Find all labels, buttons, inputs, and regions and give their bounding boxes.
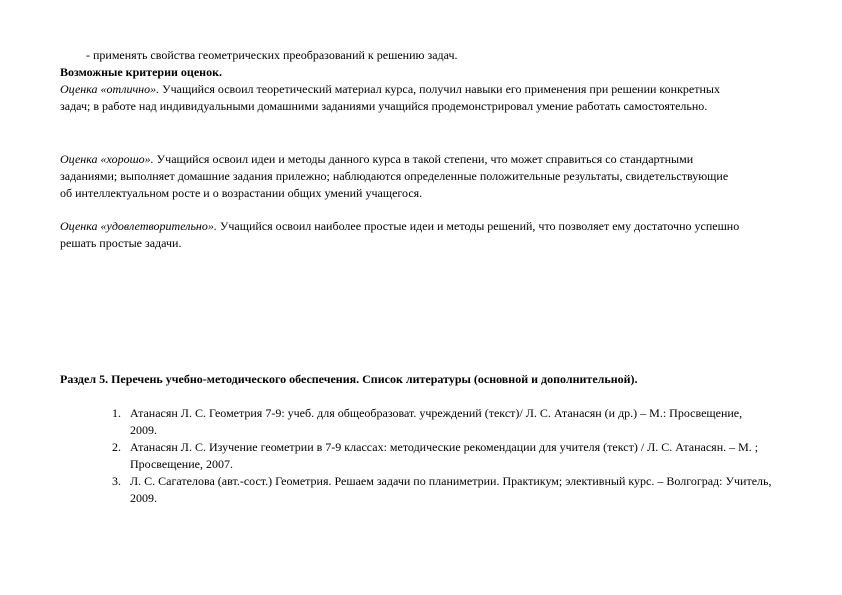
reference-item bbox=[112, 473, 772, 507]
criterion-good-text: Учащийся освоил идеи и методы данного курса в такой степени, что может справиться со стандартными заданиями; выполняет домашние задания прилежно; наблюдаются определенные положительные результаты, свидетельствующие об интеллектуальном росте и о возрастании общих умений учащегося. bbox=[60, 152, 729, 200]
criterion-excellent bbox=[60, 81, 740, 115]
reference-item bbox=[112, 439, 772, 473]
criterion-satisfactory-label: Оценка «удовлетворительно». bbox=[60, 219, 217, 233]
reference-item bbox=[112, 405, 772, 439]
reference-text: Атанасян Л. С. Изучение геометрии в 7-9 классах: методические рекомендации для учителя (текст) / Л. С. Атанасян. – М. ; Просвещение, 2007. bbox=[130, 440, 759, 471]
reference-text: Атанасян Л. С. Геометрия 7-9: учеб. для общеобразоват. учреждений (текст)/ Л. С. Атанасян (и др.) – М.: Просвещение, 2009. bbox=[130, 406, 743, 437]
criterion-excellent-label: Оценка «отлично». bbox=[60, 82, 160, 96]
reference-number: 2. bbox=[112, 440, 121, 454]
reference-number: 3. bbox=[112, 474, 121, 488]
section-5-heading: Раздел 5. Перечень учебно-методического обеспечения. Список литературы (основной и дополнительной). bbox=[60, 372, 638, 386]
reference-number: 1. bbox=[112, 406, 121, 420]
intro-line: - применять свойства геометрических преобразований к решению задач. bbox=[86, 48, 458, 62]
criterion-excellent-text: Учащийся освоил теоретический материал курса, получил навыки его применения при решении конкретных задач; в работе над индивидуальными домашними заданиями учащийся продемонстрировал умение работать самостоятельно. bbox=[60, 82, 720, 113]
criteria-heading: Возможные критерии оценок. bbox=[60, 65, 222, 79]
reference-list bbox=[112, 405, 772, 507]
criterion-good bbox=[60, 151, 740, 202]
criterion-good-label: Оценка «хорошо». bbox=[60, 152, 154, 166]
criterion-satisfactory-text: Учащийся освоил наиболее простые идеи и методы решений, что позволяет ему достаточно успешно решать простые задачи. bbox=[60, 219, 740, 250]
criterion-satisfactory bbox=[60, 218, 740, 252]
reference-text: Л. С. Сагателова (авт.-сост.) Геометрия. Решаем задачи по планиметрии. Практикум; элективный курс. – Волгоград: Учитель, 2009. bbox=[130, 474, 772, 505]
